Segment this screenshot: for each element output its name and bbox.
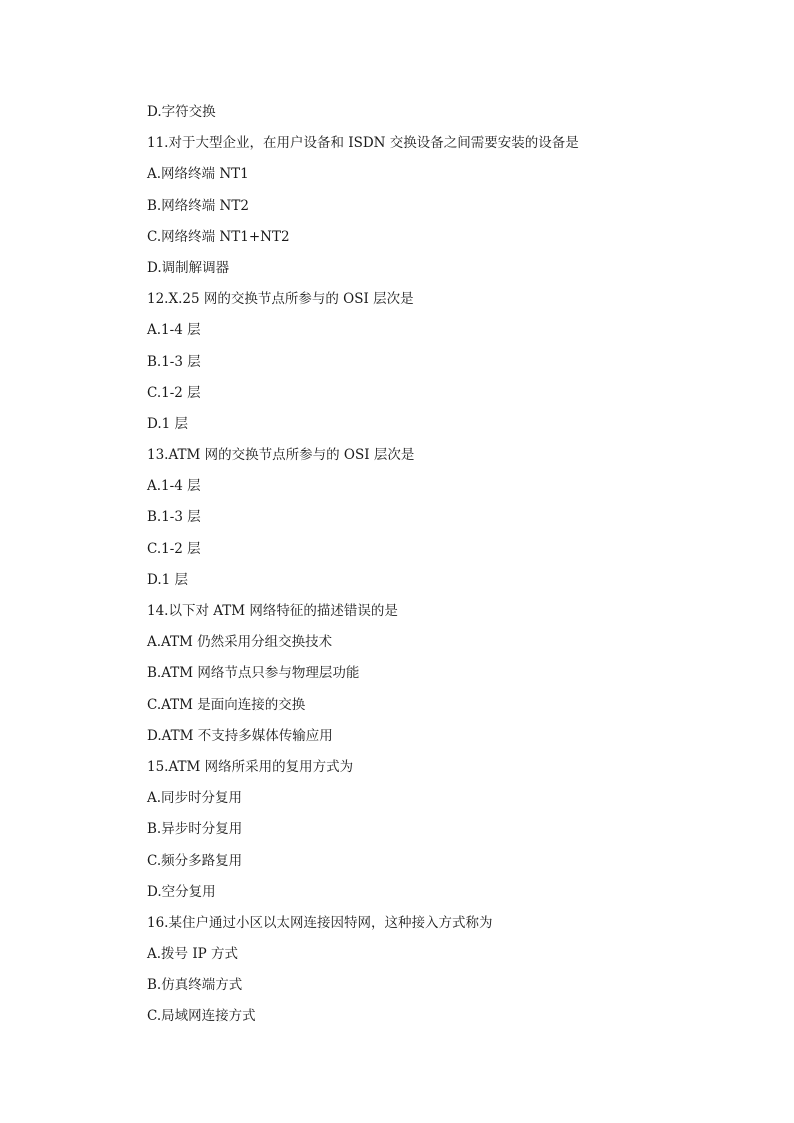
option-c-q15: C.频分多路复用 xyxy=(147,852,243,869)
option-b-q11: B.网络终端 NT2 xyxy=(147,197,249,214)
question-16: 16.某住户通过小区以太网连接因特网，这种接入方式称为 xyxy=(147,914,493,931)
option-b-q15: B.异步时分复用 xyxy=(147,821,243,838)
option-a-q11: A.网络终端 NT1 xyxy=(147,166,249,183)
option-b-q13: B.1-3 层 xyxy=(147,509,201,526)
option-d-q10: D.字符交换 xyxy=(147,104,216,120)
question-15: 15.ATM 网络所采用的复用方式为 xyxy=(147,758,354,775)
option-d-q15: D.空分复用 xyxy=(147,883,216,900)
question-11: 11.对于大型企业，在用户设备和 ISDN 交换设备之间需要安装的设备是 xyxy=(147,135,579,152)
question-13: 13.ATM 网的交换节点所参与的 OSI 层次是 xyxy=(147,447,415,464)
question-12: 12.X.25 网的交换节点所参与的 OSI 层次是 xyxy=(147,291,414,308)
option-a-q13: A.1-4 层 xyxy=(147,478,201,495)
option-b-q12: B.1-3 层 xyxy=(147,353,201,370)
option-a-q14: A.ATM 仍然采用分组交换技术 xyxy=(147,634,333,651)
option-c-q12: C.1-2 层 xyxy=(147,384,201,401)
option-d-q13: D.1 层 xyxy=(147,571,189,588)
option-d-q14: D.ATM 不支持多媒体传输应用 xyxy=(147,727,333,744)
option-c-q16: C.局域网连接方式 xyxy=(147,1008,256,1025)
option-c-q13: C.1-2 层 xyxy=(147,540,201,557)
option-a-q16: A.拨号 IP 方式 xyxy=(147,946,239,963)
question-14: 14.以下对 ATM 网络特征的描述错误的是 xyxy=(147,603,398,619)
question-list xyxy=(147,101,747,1037)
option-b-q16: B.仿真终端方式 xyxy=(147,977,243,994)
option-a-q15: A.同步时分复用 xyxy=(147,790,243,807)
option-c-q11: C.网络终端 NT1+NT2 xyxy=(147,228,290,245)
option-c-q14: C.ATM 是面向连接的交换 xyxy=(147,696,306,713)
option-b-q14: B.ATM 网络节点只参与物理层功能 xyxy=(147,665,360,682)
option-d-q12: D.1 层 xyxy=(147,415,189,432)
option-d-q11: D.调制解调器 xyxy=(147,259,230,276)
option-a-q12: A.1-4 层 xyxy=(147,322,201,339)
